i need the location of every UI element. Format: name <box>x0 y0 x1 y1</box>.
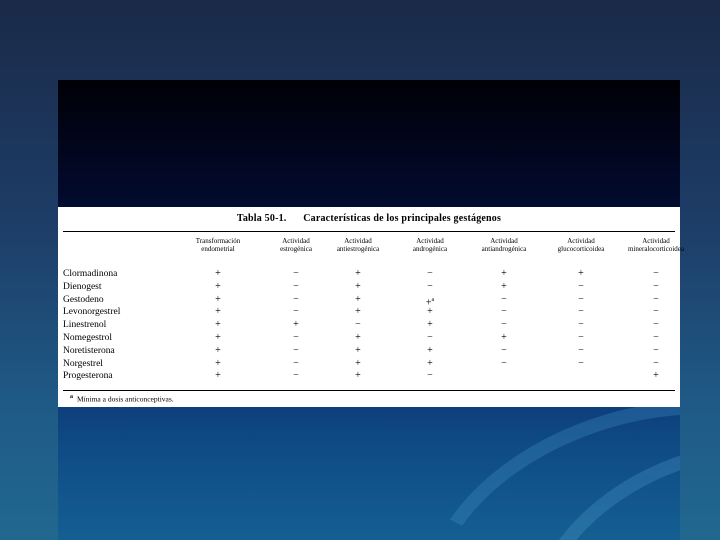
table-cell <box>348 294 368 306</box>
cell-value: − <box>427 280 433 292</box>
table-cell <box>286 319 306 331</box>
cell-value: + <box>501 268 507 279</box>
table-cell <box>286 306 306 318</box>
table-cell <box>420 370 440 382</box>
cell-value: − <box>501 319 507 331</box>
table-cell <box>286 345 306 357</box>
row-label: Levonorgestrel <box>63 307 121 318</box>
table-cell <box>646 319 666 331</box>
column-header <box>471 237 537 253</box>
table-cell <box>494 358 514 370</box>
column-header <box>405 237 455 253</box>
table-footnote <box>70 394 174 404</box>
row-label: Dienogest <box>63 281 102 292</box>
column-header-line: estrogénica <box>280 245 312 253</box>
table-cell <box>286 268 306 280</box>
row-label: Norgestrel <box>63 358 103 369</box>
cell-value: + <box>215 370 221 382</box>
row-label: Clormadinona <box>63 269 118 279</box>
column-header-line: endometrial <box>201 245 235 253</box>
cell-value: + <box>578 268 584 279</box>
table-cell <box>208 370 228 382</box>
cell-value: − <box>427 370 433 382</box>
table-cell <box>571 281 591 293</box>
row-label: Linestrenol <box>63 320 107 331</box>
cell-value: − <box>427 268 433 279</box>
cell-value: − <box>293 357 299 369</box>
cell-value: − <box>578 344 584 356</box>
cell-value: + <box>427 319 433 331</box>
table-cell <box>494 319 514 331</box>
table-cell <box>571 306 591 318</box>
cell-value: + <box>215 280 221 292</box>
table-cell <box>286 281 306 293</box>
table-cell <box>646 281 666 293</box>
cell-value: + <box>355 357 361 369</box>
cell-value: − <box>578 280 584 292</box>
cell-value: − <box>578 357 584 369</box>
cell-value: − <box>578 332 584 343</box>
gestagen-table <box>58 207 684 407</box>
cell-value: − <box>578 306 584 318</box>
cell-value: + <box>293 319 299 331</box>
table-cell <box>286 332 306 344</box>
cell-value: − <box>653 319 659 331</box>
cell-value: + <box>355 370 361 382</box>
column-header-line: androgénica <box>412 245 448 253</box>
table-cell <box>348 268 368 280</box>
cell-value: + <box>427 306 433 318</box>
cell-value: − <box>293 370 299 382</box>
table-cell <box>646 370 666 382</box>
cell-value: + <box>215 268 221 279</box>
cell-value: − <box>653 268 659 279</box>
cell-value: + <box>355 293 361 305</box>
table-bottom-rule <box>63 390 675 391</box>
table-cell <box>494 345 514 357</box>
cell-value: − <box>293 293 299 305</box>
cell-value: + <box>427 344 433 356</box>
table-cell <box>494 281 514 293</box>
cell-value: − <box>578 293 584 305</box>
table-cell <box>494 332 514 344</box>
cell-value: + <box>215 332 221 343</box>
table-cell <box>208 345 228 357</box>
cell-value: − <box>293 306 299 318</box>
cell-value: − <box>653 332 659 343</box>
cell-value: − <box>653 357 659 369</box>
table-cell <box>208 281 228 293</box>
cell-value: − <box>653 280 659 292</box>
table-cell <box>420 306 440 318</box>
table-title: Características de los principales gestágenos <box>303 213 502 224</box>
cell-value: − <box>501 357 507 369</box>
table-cell <box>286 370 306 382</box>
table-cell <box>646 358 666 370</box>
cell-value: − <box>653 306 659 318</box>
cell-value: + <box>355 306 361 318</box>
table-cell <box>348 306 368 318</box>
table-cell <box>420 319 440 331</box>
cell-value: + <box>355 332 361 343</box>
cell-value: + <box>215 344 221 356</box>
table-cell <box>571 345 591 357</box>
cell-value: − <box>501 344 507 356</box>
column-header-line: Actividad <box>490 237 518 245</box>
table-cell <box>348 345 368 357</box>
column-header-line: Actividad <box>416 237 444 245</box>
table-cell <box>571 358 591 370</box>
table-cell <box>208 294 228 306</box>
table-cell <box>348 370 368 382</box>
cell-value: − <box>355 319 361 331</box>
column-header-line: antiandrogénica <box>481 245 527 253</box>
column-header <box>548 237 614 253</box>
table-cell <box>420 268 440 280</box>
table-cell <box>348 358 368 370</box>
table-cell <box>208 319 228 331</box>
cell-value: + <box>501 332 507 343</box>
table-cell <box>571 319 591 331</box>
column-header <box>270 237 322 253</box>
cell-value: + <box>355 268 361 279</box>
cell-value: + <box>501 280 507 292</box>
column-header-line: Transformación <box>195 237 241 245</box>
cell-value: + <box>425 296 432 308</box>
table-cell <box>348 319 368 331</box>
table-cell <box>420 345 440 357</box>
table-cell <box>420 332 440 344</box>
table-cell <box>208 332 228 344</box>
column-header-line: Actividad <box>282 237 310 245</box>
table-cell <box>571 332 591 344</box>
table-cell <box>571 268 591 280</box>
column-header-line: Actividad <box>344 237 372 245</box>
footnote-reference: a <box>431 296 435 303</box>
cell-value: + <box>215 357 221 369</box>
table-cell <box>571 294 591 306</box>
cell-value: − <box>578 319 584 331</box>
table-cell <box>348 332 368 344</box>
table-cell <box>646 306 666 318</box>
column-header-line: antiestrogénica <box>336 245 380 253</box>
table-cell <box>348 281 368 293</box>
table-cell <box>208 306 228 318</box>
table-cell <box>646 345 666 357</box>
cell-value: + <box>355 280 361 292</box>
table-cell <box>494 306 514 318</box>
table-cell <box>494 268 514 280</box>
column-header-line: glucocorticoidea <box>557 245 605 253</box>
column-header-line: Actividad <box>567 237 595 245</box>
column-header-line: mineralocorticoidea <box>628 245 684 253</box>
table-top-rule <box>63 231 675 232</box>
column-header-line: Actividad <box>642 237 670 245</box>
row-label: Nomegestrol <box>63 333 113 343</box>
cell-value: + <box>215 293 221 305</box>
cell-value: − <box>501 293 507 305</box>
table-cell <box>286 294 306 306</box>
cell-value: + <box>215 306 221 318</box>
footnote-marker: a <box>70 394 73 400</box>
cell-value: + <box>355 344 361 356</box>
cell-value: − <box>427 332 433 343</box>
table-cell <box>420 281 440 293</box>
table-cell <box>208 358 228 370</box>
table-cell <box>646 332 666 344</box>
table-number: Tabla 50-1. <box>236 213 287 224</box>
cell-value: + <box>427 357 433 369</box>
row-label: Noretisterona <box>63 345 115 356</box>
cell-value: − <box>653 344 659 356</box>
table-cell <box>494 294 514 306</box>
cell-value: − <box>293 344 299 356</box>
column-header <box>325 237 391 253</box>
cell-value: − <box>293 268 299 279</box>
cell-value: − <box>653 293 659 305</box>
row-label: Progesterona <box>63 371 113 382</box>
column-header <box>617 237 695 253</box>
cell-value: + <box>215 319 221 331</box>
cell-value: − <box>501 306 507 318</box>
table-caption <box>58 213 680 224</box>
table-cell <box>646 268 666 280</box>
cell-value: − <box>293 280 299 292</box>
table-cell <box>420 358 440 370</box>
table-cell <box>646 294 666 306</box>
cell-value: − <box>293 332 299 343</box>
table-cell <box>208 268 228 280</box>
cell-value: + <box>653 370 659 382</box>
row-label: Gestodeno <box>63 294 104 305</box>
column-header <box>186 237 250 253</box>
footnote-text: Mínima a dosis anticonceptivas. <box>77 394 174 404</box>
table-cell <box>286 358 306 370</box>
